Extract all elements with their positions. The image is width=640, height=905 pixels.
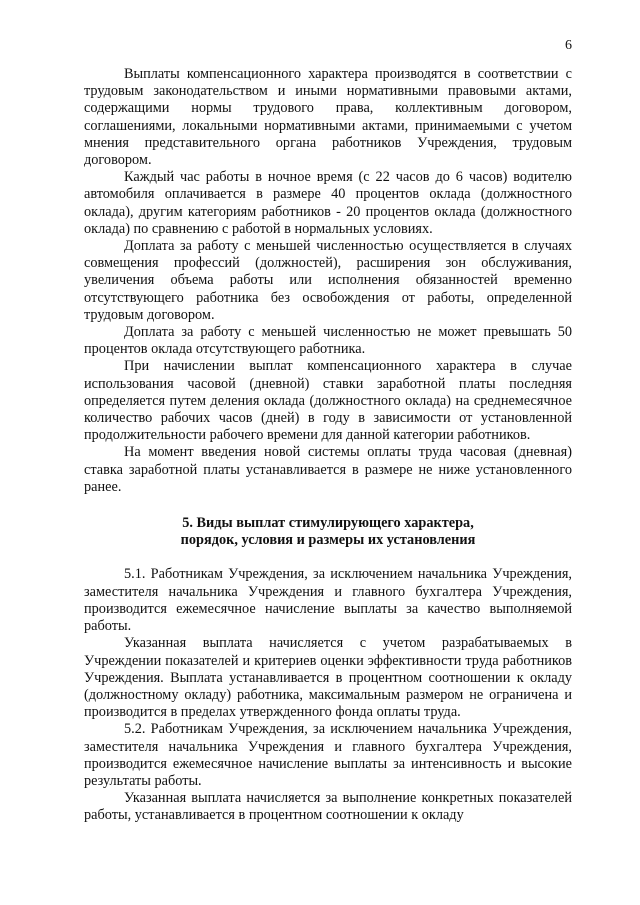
paragraph-quality-payment: Указанная выплата начисляется с учетом разрабатываемых в Учреждении показателей и критериев оценки эффективности труда работников Учреждения. Выплата устанавливается в процентном соотношении к окладу (должностному окладу) работника, максимальным размером не ограничена и производится в пределах утвержденного фонда оплаты труда. [84, 635, 572, 721]
page-number: 6 [565, 38, 572, 53]
paragraph-new-system: На момент введения новой системы оплаты труда часовая (дневная) ставка заработной платы устанавливается в размере не ниже установленного ранее. [84, 444, 572, 495]
paragraph-intensity-payment: Указанная выплата начисляется за выполнение конкретных показателей работы, устанавливается в процентном соотношении к окладу [84, 790, 572, 824]
section-heading-line-2: порядок, условия и размеры их установления [180, 532, 476, 549]
paragraph-5-1: 5.1. Работникам Учреждения, за исключением начальника Учреждения, заместителя начальника Учреждения и главного бухгалтера Учреждения, производится ежемесячное начисление выплаты за качество выполняемой работы. [84, 566, 572, 635]
paragraph-night-work: Каждый час работы в ночное время (с 22 часов до 6 часов) водителю автомобиля оплачивается в размере 40 процентов оклада (должностного оклада), другим категориям работников - 20 процентов оклада (должностного оклада) по сравнению с работой в нормальных условиях. [84, 169, 572, 237]
section-heading-line-1: 5. Виды выплат стимулирующего характера, [182, 515, 474, 532]
paragraph-reduced-staff-limit: Доплата за работу с меньшей численностью не может превышать 50 процентов оклада отсутствующего работника. [84, 324, 572, 358]
paragraph-reduced-staff: Доплата за работу с меньшей численностью осуществляется в случаях совмещения профессий (должностей), расширения зон обслуживания, увеличения объема работы или исполнения обязанностей временно отсутствующего работника без освобождения от работы, определенной трудовым договором. [84, 238, 572, 323]
paragraph-hourly-rate: При начислении выплат компенсационного характера в случае использования часовой (дневной) ставки заработной платы последняя определяется путем деления оклада (должностного оклада) на среднемесячное количество рабочих часов (дней) в году в зависимости от установленной продолжительности рабочего времени для данной категории работников. [84, 358, 572, 444]
document-body [84, 66, 572, 825]
paragraph-5-2: 5.2. Работникам Учреждения, за исключением начальника Учреждения, заместителя начальника Учреждения и главного бухгалтера Учреждения, производится ежемесячное начисление выплаты за интенсивность и высокие результаты работы. [84, 721, 572, 789]
paragraph-compensation-basis: Выплаты компенсационного характера производятся в соответствии с трудовым законодательством и иными нормативными правовыми актами, содержащими нормы трудового права, коллективным договором, соглашениями, локальными нормативными актами, принимаемыми с учетом мнения представительного органа работников Учреждения, трудовым договором. [84, 66, 572, 169]
section-heading [84, 515, 572, 549]
